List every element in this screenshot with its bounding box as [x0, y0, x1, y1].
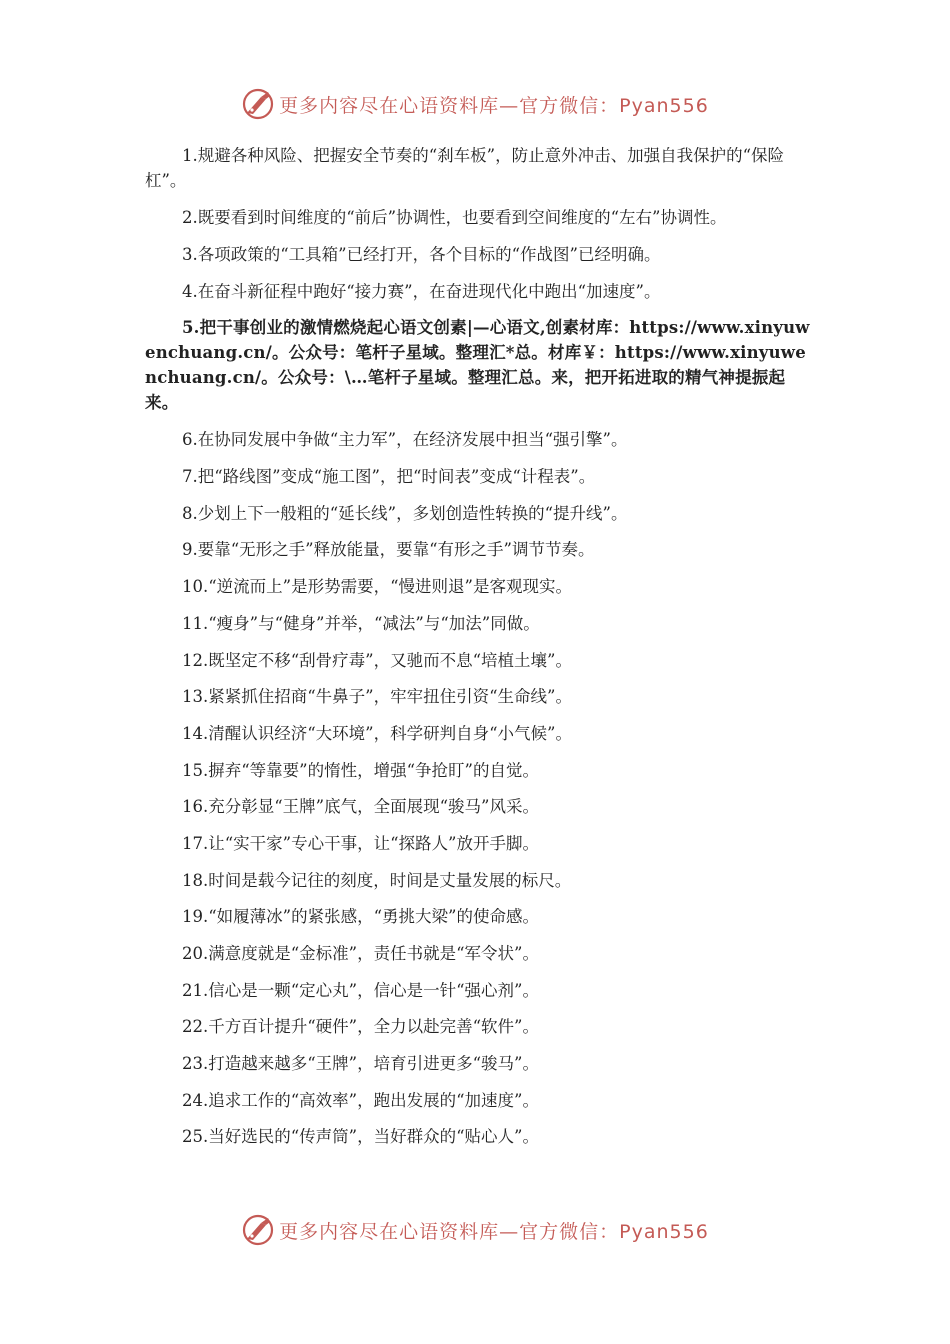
footer-banner-text: [279, 1217, 709, 1244]
paragraph-11: 11.“瘦身”与“健身”并举，“减法”与“加法”同做。: [182, 613, 540, 633]
paragraph-2: 2.既要看到时间维度的“前后”协调性，也要看到空间维度的“左右”协调性。: [182, 208, 727, 227]
paragraph-7: 7.把“路线图”变成“施工图”，把“时间表”变成“计程表”。: [182, 467, 596, 487]
header-banner-label: 更多内容尽在心语资料库—官方微信：: [279, 94, 620, 117]
paragraph-8: 8.少划上下一般粗的“延长线”，多划创造性转换的“提升线”。: [182, 503, 628, 523]
paragraph-6: 6.在协同发展中争做“主力军”，在经济发展中担当“强引擎”。: [182, 430, 628, 450]
footer-banner-label: 更多内容尽在心语资料库—官方微信：: [279, 1220, 620, 1243]
paragraph-4: 4.在奋斗新征程中跑好“接力赛”，在奋进现代化中跑出“加速度”。: [182, 281, 661, 301]
paragraph-5: 5.把干事创业的激情燃烧起心语文创素|—心语文,创素材库：https://www.xinyuwenchuang.cn/。公众号：笔杆子星域。整理汇*总。材库￥：https://www.xinyuwenchuang.cn/。公众号：\…笔杆子星域。整理汇总。来，把开拓进取的精气神提振起来。: [145, 318, 810, 413]
paragraph-13: 13.紧紧抓住招商“牛鼻子”，牢牢扭住引资“生命线”。: [182, 687, 572, 707]
header-banner: [0, 84, 950, 124]
paragraph-10: 10.“逆流而上”是形势需要，“慢进则退”是客观现实。: [182, 577, 572, 597]
pen-nib-circle-icon: [241, 1213, 275, 1247]
paragraph-20: 20.满意度就是“金标准”，责任书就是“军令状”。: [182, 944, 539, 963]
paragraph-15: 15.摒弃“等靠要”的惰性，增强“争抢盯”的自觉。: [182, 760, 539, 780]
paragraph-17: 17.让“实干家”专心干事，让“探路人”放开手脚。: [182, 833, 539, 853]
pen-nib-circle-icon: [241, 87, 275, 121]
footer-wechat-id: Pyan556: [619, 1220, 709, 1243]
paragraph-23: 23.打造越来越多“王牌”，培育引进更多“骏马”。: [182, 1054, 539, 1074]
paragraph-9: 9.要靠“无形之手”释放能量，要靠“有形之手”调节节奏。: [182, 540, 595, 560]
header-banner-text: [279, 91, 709, 118]
paragraph-3: 3.各项政策的“工具箱”已经打开，各个目标的“作战图”已经明确。: [182, 245, 661, 264]
paragraph-24: 24.追求工作的“高效率”，跑出发展的“加速度”。: [182, 1090, 539, 1110]
footer-banner: [0, 1210, 950, 1250]
paragraph-14: 14.清醒认识经济“大环境”，科学研判自身“小气候”。: [182, 723, 572, 743]
paragraph-18: 18.时间是载今记往的刻度，时间是丈量发展的标尺。: [182, 870, 572, 890]
paragraph-22: 22.千方百计提升“硬件”，全力以赴完善“软件”。: [182, 1017, 539, 1037]
paragraph-1: 1.规避各种风险、把握安全节奏的“刹车板”，防止意外冲击、加强自我保护的“保险杠”。: [145, 146, 785, 190]
paragraph-16: 16.充分彰显“王牌”底气，全面展现“骏马”风采。: [182, 797, 539, 817]
paragraph-25: 25.当好选民的“传声筒”，当好群众的“贴心人”。: [182, 1127, 539, 1147]
header-wechat-id: Pyan556: [619, 94, 709, 117]
document-body: [145, 143, 810, 1161]
paragraph-21: 21.信心是一颗“定心丸”，信心是一针“强心剂”。: [182, 980, 539, 1000]
paragraph-19: 19.“如履薄冰”的紧张感，“勇挑大梁”的使命感。: [182, 907, 539, 927]
paragraph-12: 12.既坚定不移“刮骨疗毒”，又驰而不息“培植土壤”。: [182, 650, 572, 670]
